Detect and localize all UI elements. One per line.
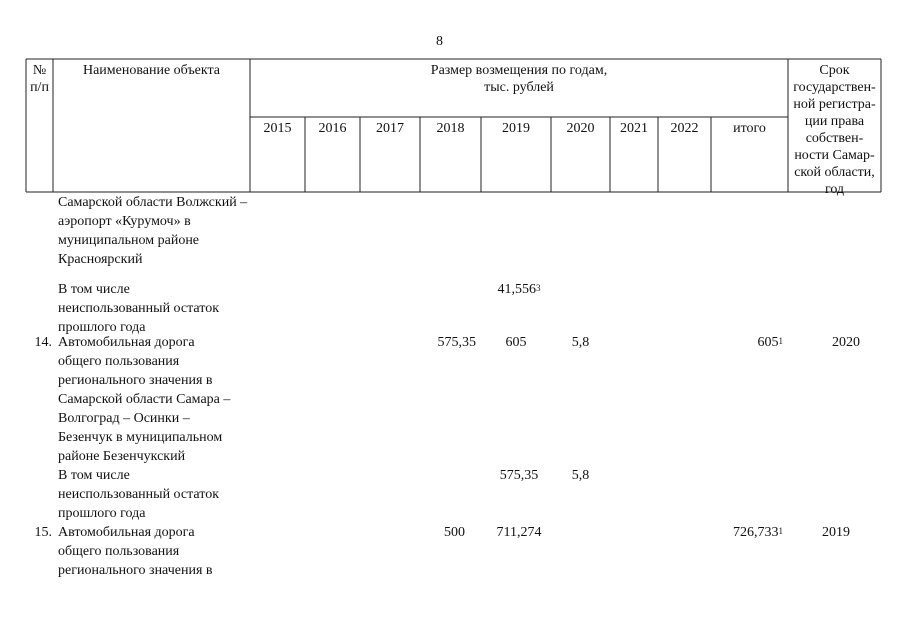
cell-2019: 605: [505, 335, 527, 350]
page-number: 8: [436, 34, 443, 49]
header-total: итого: [733, 121, 766, 136]
cell-2018: 500: [444, 525, 465, 540]
row-continuation-name: Самарской области Волжский – аэропорт «Курумоч» в муниципальном районе Красноярский: [58, 195, 248, 267]
row-name: Автомобильная дорога общего пользования регионального значения в: [58, 525, 213, 578]
header-year: 2019: [502, 121, 530, 136]
footnote-marker: 1: [778, 336, 783, 346]
cell-2019: 41,556$^3$: [497, 282, 541, 297]
cell-2018: 575,35: [437, 335, 476, 350]
row-number: 15.: [34, 525, 52, 540]
cell-2020: 5,8: [571, 335, 590, 350]
row-name: Автомобильная дорога общего пользования регионального значения в Самарской области Самара – Волгоград – Осинки – Безенчук в муниципальном районе Безенчукский: [58, 335, 231, 464]
cell-term: 2020: [832, 335, 860, 350]
header-year: 2020: [566, 121, 595, 136]
header-year: 2021: [620, 121, 648, 136]
header-year: 2017: [376, 121, 404, 136]
footnote-marker: 3: [536, 283, 541, 293]
header-amount: Размер возмещения по годам, тыс. рублей: [430, 63, 608, 95]
cell-2019: 575,35: [499, 468, 539, 483]
cell-2020: 5,8: [571, 468, 590, 483]
header-year: 2016: [318, 121, 347, 136]
footnote-marker: 1: [778, 526, 783, 536]
header-year: 2015: [263, 121, 292, 136]
cell-total: 726,733$^1$: [733, 525, 783, 540]
row-number: 14.: [34, 335, 52, 350]
cell-total: $605^1$: [757, 335, 783, 350]
cell-term: 2019: [822, 525, 850, 540]
header-term: Срок государствен- ной регистра- ции права собствен- ности Самар- ской области, год: [793, 63, 876, 197]
header-name: Наименование объекта: [82, 63, 221, 78]
subrow-name: В том числе неиспользованный остаток прошлого года: [58, 468, 219, 521]
cell-2019: 711,274: [496, 525, 542, 540]
header-year: 2018: [436, 121, 465, 136]
subrow-name: В том числе неиспользованный остаток прошлого года: [58, 282, 219, 335]
header-num: № п/п: [30, 63, 49, 95]
header-year: 2022: [670, 121, 699, 136]
